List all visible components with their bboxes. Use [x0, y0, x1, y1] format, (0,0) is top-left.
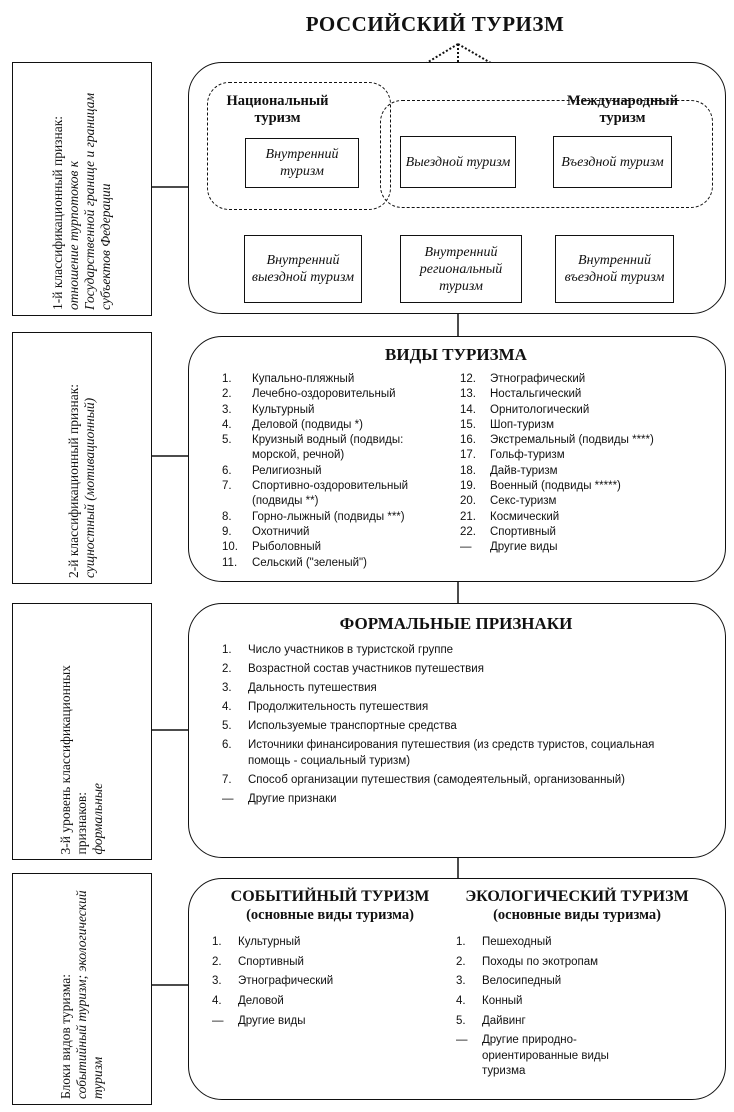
list-item: — Другие признаки [222, 792, 337, 805]
side-panel-criterion-2 [12, 332, 152, 584]
list-item: 4. Деловой (подвиды *) [222, 418, 363, 431]
list-item: 19. Военный (подвиды *****) [460, 480, 621, 493]
formal-criteria-title: ФОРМАЛЬНЫЕ ПРИЗНАКИ [339, 614, 573, 633]
side-panel-criterion-3 [12, 603, 152, 860]
list-item: 14. Орнитологический [460, 403, 590, 416]
list-item: 3. Этнографический [212, 975, 334, 988]
box-internal-regional: Внутренний региональный туризм [400, 235, 522, 303]
side-panel-criterion-1 [12, 62, 152, 316]
tourism-types-title: ВИДЫ ТУРИЗМА [385, 345, 527, 364]
list-item: — Другие природно-ориентированные виды туризма [456, 1034, 609, 1078]
side-label-4: Блоки видов туризма: [58, 974, 73, 1099]
list-item: 2. Походы по экотропам [456, 955, 599, 968]
list-item: 1. Купально-пляжный [222, 373, 355, 385]
list-item: 4. Продолжительность путешествия [222, 701, 429, 714]
list-item: 21. Космический [460, 510, 560, 523]
list-item: 2. Возрастной состав участников путешествия [222, 663, 484, 676]
list-item: 11. Сельский ("зеленый") [222, 556, 367, 569]
list-item: 2. Спортивный [212, 955, 304, 968]
side-label-1: 1-й классификационный признак: [50, 115, 65, 310]
list-item: 10. Рыболовный [222, 541, 322, 554]
list-item: 1. Культурный [212, 936, 301, 948]
side-italic-1: отношение турпотоков к Государственной границе и границам субъектов Федерации [66, 92, 113, 310]
list-item: 15. Шоп-туризм [460, 418, 555, 431]
list-item: 7. Способ организации путешествия (самодеятельный, организованный) [222, 773, 625, 786]
list-item: 4. Конный [456, 995, 523, 1008]
eco-tourism-list [456, 935, 631, 1084]
box-inbound-tourism: Въездной туризм [553, 136, 672, 188]
list-item: 6. Религиозный [222, 464, 322, 477]
list-item: 18. Дайв-туризм [460, 464, 558, 477]
list-item: 4. Деловой [212, 995, 284, 1008]
side-panel-blocks [12, 873, 152, 1105]
list-item: 16. Экстремальный (подвиды ****) [460, 434, 654, 447]
event-tourism-title: СОБЫТИЙНЫЙ ТУРИЗМ (основные виды туризма) [230, 888, 430, 923]
list-item: — Другие виды [212, 1014, 306, 1027]
side-label-3: 3-й уровень классификационных признаков: [58, 664, 89, 854]
side-italic-2: сущностный (мотивационный) [82, 397, 97, 578]
box-internal-outbound: Внутренний выездной туризм [244, 235, 362, 303]
list-item: 5. Круизный водный (подвиды: морской, речной) [222, 434, 404, 462]
international-label: Международный туризм [567, 93, 678, 126]
main-title: РОССИЙСКИЙ ТУРИЗМ [305, 12, 565, 36]
side-italic-4: событийный туризм; экологический туризм [74, 890, 105, 1099]
formal-criteria-list [222, 643, 677, 811]
box-internal-tourism: Внутренний туризм [245, 138, 359, 188]
list-item: 2. Лечебно-оздоровительный [222, 388, 396, 401]
list-item: 3. Дальность путешествия [222, 682, 377, 695]
national-label: Национальный туризм [226, 93, 329, 126]
list-item: 20. Секс-туризм [460, 495, 557, 508]
list-item: 3. Велосипедный [456, 975, 562, 988]
list-item: 6. Источники финансирования путешествия (из средств туристов, социальная помощь - социальный туризм) [222, 739, 655, 767]
list-item: 17. Гольф-туризм [460, 449, 565, 462]
side-label-2: 2-й классификационный признак: [66, 383, 81, 578]
list-item: 3. Культурный [222, 403, 315, 416]
list-item: 8. Горно-лыжный (подвиды ***) [222, 510, 405, 523]
list-item: 5. Дайвинг [456, 1014, 526, 1027]
event-tourism-list [212, 935, 432, 1033]
list-item: 12. Этнографический [460, 373, 586, 385]
box-outbound-tourism: Выездной туризм [400, 136, 516, 188]
list-item: 7. Спортивно-оздоровительный (подвиды **) [222, 480, 409, 508]
eco-tourism-title: ЭКОЛОГИЧЕСКИЙ ТУРИЗМ (основные виды туризма) [465, 888, 689, 923]
tourism-types-right-list [460, 372, 700, 556]
list-item: 1. Пешеходный [456, 936, 552, 948]
list-item: 22. Спортивный [460, 525, 556, 538]
list-item: — Другие виды [460, 541, 558, 554]
list-item: 5. Используемые транспортные средства [222, 720, 457, 733]
tourism-types-left-list [222, 372, 444, 571]
box-internal-inbound: Внутренний въездной туризм [555, 235, 674, 303]
list-item: 9. Охотничий [222, 525, 310, 538]
list-item: 1. Число участников в туристской группе [222, 644, 454, 656]
list-item: 13. Ностальгический [460, 388, 582, 401]
side-italic-3: формальные [90, 782, 105, 854]
